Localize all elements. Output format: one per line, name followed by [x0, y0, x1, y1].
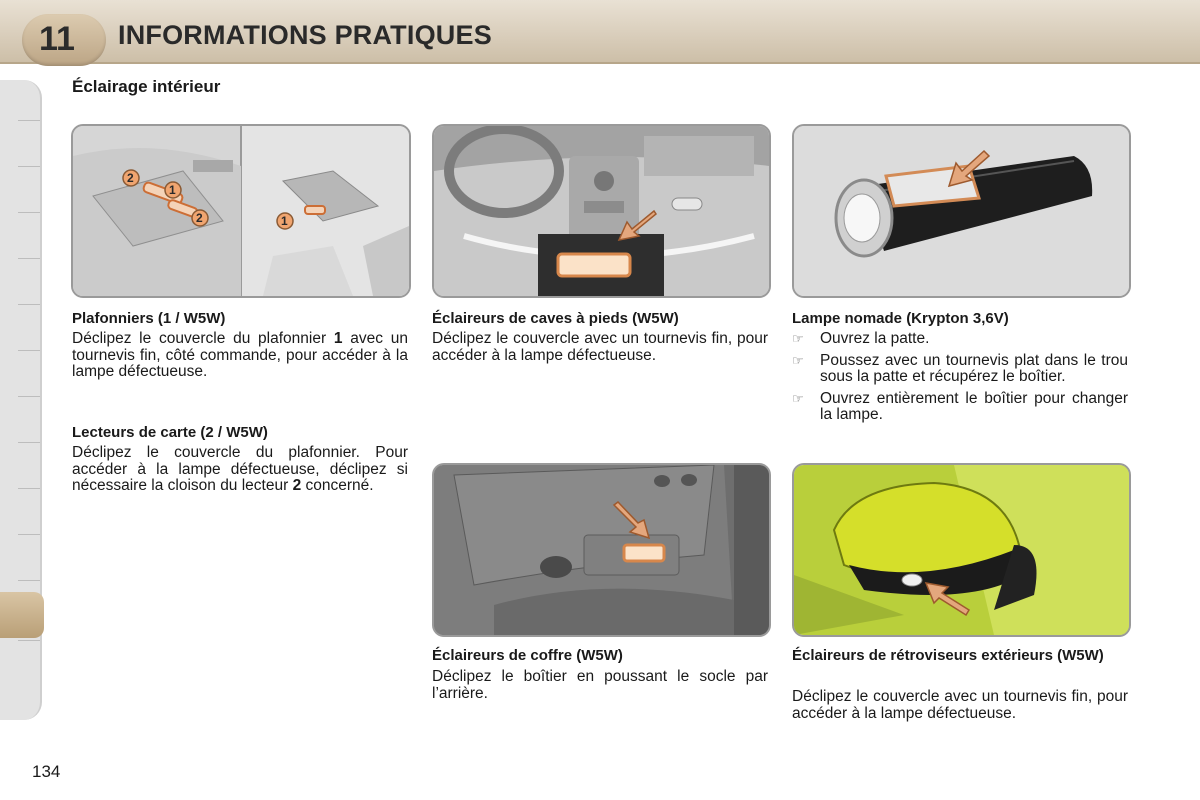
active-chapter-tab: [0, 592, 44, 638]
ceiling-lights-text-part: avec un tournevis fin, côté commande, pour accéder à la lampe défectueuse.: [72, 330, 408, 380]
chapter-number: 11: [39, 20, 75, 58]
tab-divider: [18, 442, 40, 443]
step-text: Ouvrez entièrement le boîtier pour changer la lampe.: [820, 389, 1128, 423]
boot-lights-photo: [432, 463, 771, 637]
nomad-lamp-title: Lampe nomade (Krypton 3,6V): [792, 310, 1009, 327]
map-readers-text: [72, 445, 408, 495]
callout-badge: [165, 182, 181, 198]
svg-text:2: 2: [196, 211, 203, 225]
boot-illustration: [434, 465, 769, 635]
footwell-lights-photo: [432, 124, 771, 298]
svg-text:1: 1: [281, 214, 288, 228]
callout-badge: [123, 170, 139, 186]
pointing-hand-icon: ☞: [792, 331, 804, 346]
ceiling-lights-photo: [71, 124, 411, 298]
map-readers-title: Lecteurs de carte (2 / W5W): [72, 424, 268, 441]
boot-lights-title: Éclaireurs de coffre (W5W): [432, 647, 623, 664]
ceiling-lights-ref: 1: [333, 330, 343, 347]
step-item: [792, 391, 1128, 424]
tab-divider: [18, 488, 40, 489]
step-text: Poussez avec un tournevis plat dans le trou sous la patte et récupérez le boîtier.: [820, 351, 1128, 385]
nomad-lamp-illustration: [794, 126, 1129, 296]
tab-divider: [18, 258, 40, 259]
step-item: [792, 331, 1128, 348]
step-text: Ouvrez la patte.: [820, 330, 930, 347]
pointing-hand-icon: ☞: [792, 352, 804, 368]
ceiling-lights-title: Plafonniers (1 / W5W): [72, 310, 226, 327]
nomad-lamp-photo: [792, 124, 1131, 298]
mirror-lights-photo: [792, 463, 1131, 637]
tab-divider: [18, 640, 40, 641]
ceiling-lights-text-part: Déclipez le couvercle du plafonnier: [72, 330, 334, 347]
nomad-lamp-steps: [792, 331, 1128, 429]
tab-divider: [18, 580, 40, 581]
svg-text:2: 2: [127, 171, 134, 185]
map-readers-text-part: Déclipez le couvercle du plafonnier. Pour accéder à la lampe défectueuse, déclipez si nécessaire la cloison du lecteur: [72, 444, 408, 494]
tab-divider: [18, 304, 40, 305]
tab-divider: [18, 350, 40, 351]
ceiling-lights-illustration: [73, 126, 409, 296]
pointing-hand-icon: ☞: [792, 390, 804, 406]
tab-divider: [18, 120, 40, 121]
tab-divider: [18, 212, 40, 213]
page-number: 134: [32, 762, 61, 781]
dashboard-illustration: [434, 126, 769, 296]
callout-badge: [192, 210, 208, 226]
callout-badge: [277, 213, 293, 229]
mirror-lights-text: Déclipez le couvercle avec un tournevis fin, pour accéder à la lampe défectueuse.: [792, 688, 1128, 722]
svg-text:1: 1: [169, 183, 176, 197]
ceiling-lights-text: [72, 331, 408, 381]
tab-divider: [18, 534, 40, 535]
footwell-lights-title: Éclaireurs de caves à pieds (W5W): [432, 310, 679, 327]
tab-divider: [18, 396, 40, 397]
chapter-title: INFORMATIONS PRATIQUES: [118, 20, 492, 50]
tab-divider: [18, 166, 40, 167]
section-title: Éclairage intérieur: [72, 77, 221, 96]
footwell-lights-text: Déclipez le couvercle avec un tournevis fin, pour accéder à la lampe défectueuse.: [432, 330, 768, 364]
boot-lights-text: Déclipez le boîtier en poussant le socle par l’arrière.: [432, 668, 768, 702]
mirror-lights-title: Éclaireurs de rétroviseurs extérieurs (W5W): [792, 647, 1104, 664]
map-readers-ref: 2: [292, 477, 302, 494]
step-item: [792, 353, 1128, 386]
map-readers-text-part: concerné.: [301, 477, 374, 494]
mirror-illustration: [794, 465, 1129, 635]
